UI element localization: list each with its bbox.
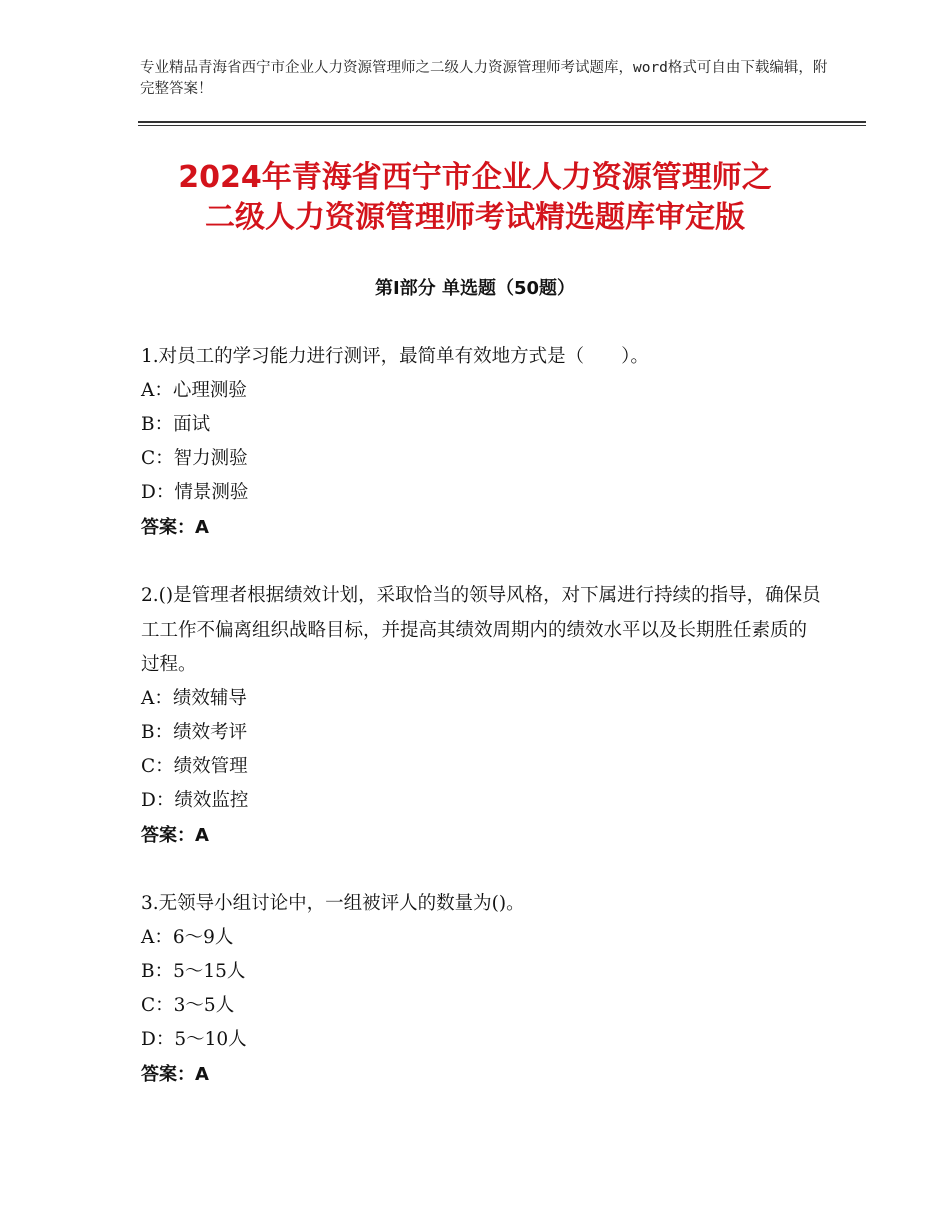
question-1-option-d: D：情景测验 [141,482,249,503]
section-title: 第Ⅰ部分 单选题（50题） [374,278,575,299]
question-2-option-a: A：绩效辅导 [141,688,247,709]
question-2-answer: 答案：A [141,825,209,846]
question-1-stem: 1.对员工的学习能力进行测评，最简单有效地方式是（ ）。 [141,346,649,367]
document-title [100,158,850,238]
question-2-option-c: C：绩效管理 [141,756,248,777]
document-title-line-1: 2024年青海省西宁市企业人力资源管理师之 [178,160,772,195]
header-rule-thin [138,125,866,126]
document-title-line-2: 二级人力资源管理师考试精选题库审定版 [205,200,745,235]
header-note: 专业精品青海省西宁市企业人力资源管理师之二级人力资源管理师考试题库，word格式可自由下载编辑，附完整答案！ [140,60,828,97]
question-1-answer: 答案：A [141,517,209,538]
question-1-option-a: A：心理测验 [141,380,247,401]
question-2-option-d: D：绩效监控 [141,790,249,811]
question-3-stem: 3.无领导小组讨论中，一组被评人的数量为()。 [141,893,525,914]
header-rule-thick [138,121,866,123]
question-3-answer: 答案：A [141,1064,209,1085]
question-2-option-b: B：绩效考评 [141,722,248,743]
question-1-option-b: B：面试 [141,414,211,435]
question-3-option-c: C：3～5人 [141,995,235,1016]
question-3-option-b: B：5～15人 [141,961,246,982]
question-2-stem: 2.()是管理者根据绩效计划，采取恰当的领导风格，对下属进行持续的指导，确保员工工作不偏离组织战略目标，并提高其绩效周期内的绩效水平以及长期胜任素质的过程。 [141,585,821,675]
question-3-option-a: A：6～9人 [141,927,234,948]
question-3-option-d: D：5～10人 [141,1029,247,1050]
question-1-option-c: C：智力测验 [141,448,248,469]
